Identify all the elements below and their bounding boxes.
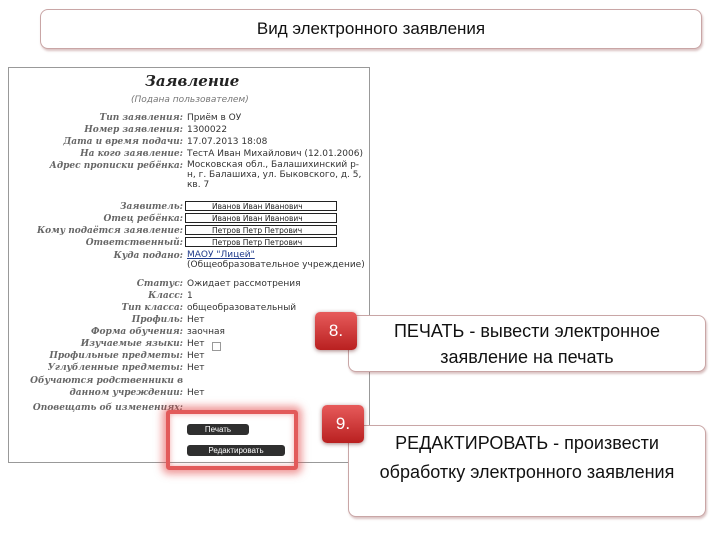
form-title: Заявление: [145, 72, 240, 90]
field-value-box: Иванов Иван Иванович: [185, 201, 337, 211]
field-label: Отец ребёнка:: [103, 214, 183, 224]
print-button[interactable]: Печать: [187, 424, 249, 435]
field-label: Тип заявления:: [99, 113, 183, 123]
field-value-box: Иванов Иван Иванович: [185, 213, 337, 223]
field-value: Нет: [187, 351, 205, 361]
edit-button[interactable]: Редактировать: [187, 445, 285, 456]
field-row-date: [9, 136, 370, 148]
field-label: Дата и время подачи:: [63, 137, 183, 147]
field-label: Куда подано:: [113, 251, 183, 261]
application-form-screenshot: [8, 67, 370, 463]
field-row-applicant: [9, 201, 370, 213]
field-value: ТестА Иван Михайлович (12.01.2006): [187, 149, 363, 159]
form-subtitle: (Подана пользователем): [131, 95, 249, 105]
field-row-type: [9, 112, 370, 124]
field-label: На кого заявление:: [80, 149, 183, 159]
field-value-box: Петров Петр Петрович: [185, 225, 337, 235]
field-value: 17.07.2013 18:08: [187, 137, 268, 147]
field-value: Приём в ОУ: [187, 113, 242, 123]
field-row-status: [9, 278, 370, 290]
field-label: Углубленные предметы:: [47, 363, 183, 373]
field-label: Профильные предметы:: [49, 351, 183, 361]
field-value: 1300022: [187, 125, 228, 135]
notify-checkbox[interactable]: [212, 342, 221, 351]
field-label: Тип класса:: [121, 303, 183, 313]
field-label: Форма обучения:: [91, 327, 183, 337]
field-value: заочная: [187, 327, 225, 337]
callout-edit-text: РЕДАКТИРОВАТЬ - произвести обработку электронного заявления: [379, 433, 675, 482]
field-row-number: [9, 124, 370, 136]
field-row-submitted-to: [9, 250, 370, 270]
field-label: Статус:: [136, 279, 183, 289]
field-label: Оповещать об изменениях:: [32, 403, 183, 413]
school-type: (Общеобразовательное учреждение): [187, 260, 365, 270]
field-value: Нет: [187, 315, 205, 325]
field-row-relatives: [9, 375, 370, 399]
field-label: Обучаются родственники в данном учреждении:: [30, 376, 183, 398]
field-value: 1: [187, 291, 193, 301]
step-badge-8: 8.: [315, 312, 357, 350]
step-badge-9: 9.: [322, 405, 364, 443]
field-value: Московская обл., Балашихинский р-н, г. Балашиха, ул. Быковского, д. 5, кв. 7: [187, 160, 362, 190]
field-label: Изучаемые языки:: [80, 339, 183, 349]
field-row-address: [9, 160, 370, 190]
field-label: Заявитель:: [119, 202, 183, 212]
field-label: Номер заявления:: [84, 125, 183, 135]
field-label: Адрес прописки ребёнка:: [49, 161, 183, 171]
field-row-responsible: [9, 237, 370, 249]
slide-title: Вид электронного заявления: [40, 9, 702, 49]
callout-print: [348, 315, 706, 372]
field-label: Профиль:: [131, 315, 183, 325]
buttons-highlight-frame: [166, 410, 298, 470]
callout-print-text: ПЕЧАТЬ - вывести электронное заявление на печать: [393, 321, 661, 367]
field-value: [187, 250, 367, 270]
field-row-father: [9, 213, 370, 225]
callout-edit: [348, 425, 706, 517]
school-link[interactable]: МАОУ "Лицей": [187, 250, 255, 260]
field-value: Нет: [187, 339, 205, 349]
field-row-advanced-subjects: [9, 362, 370, 374]
field-label: Ответственный:: [85, 238, 183, 248]
field-row-class: [9, 290, 370, 302]
field-value: Нет: [187, 363, 205, 373]
field-value: Ожидает рассмотрения: [187, 279, 301, 289]
field-label: Кому подаётся заявление:: [36, 226, 183, 236]
field-label: Класс:: [148, 291, 183, 301]
field-value: общеобразовательный: [187, 303, 297, 313]
field-value: Нет: [187, 388, 205, 398]
field-row-child: [9, 148, 370, 160]
field-row-profile-subjects: [9, 350, 370, 362]
field-row-recipient: [9, 225, 370, 237]
field-value-box: Петров Петр Петрович: [185, 237, 337, 247]
